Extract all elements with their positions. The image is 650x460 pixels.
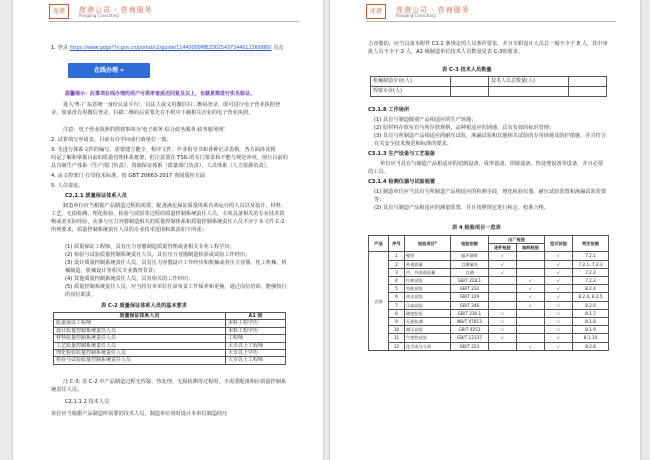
table-cell: 8.2.4, 8.2.5	[573, 293, 609, 301]
table-header-row	[369, 236, 609, 244]
table-cell	[451, 77, 489, 87]
table-cell	[489, 285, 517, 293]
table-cell: 7.2.1	[573, 252, 609, 260]
table-cell: 大专以上学历	[226, 350, 286, 357]
table-row	[371, 87, 607, 97]
table-cell: √	[489, 334, 517, 342]
workplace-item-3: (3) 具有与所制造产品相适应的耐压试验，渗漏试验和其他相关试验的专用场地及防护措施，并且符合有关安全技术规范和标准的要求。	[374, 133, 607, 147]
table-cell: 气密性试验	[405, 334, 451, 342]
table-cell: 内、外表面质量	[405, 268, 451, 276]
table-cell	[489, 293, 517, 301]
table-row	[369, 293, 609, 301]
table-cell: 本科工程学历	[226, 327, 286, 334]
table-header-cell: 检验依据	[451, 236, 489, 252]
login-line	[51, 44, 284, 53]
instruments-item-2: (2) 具有与制造产品相适应的测量装置，并且按照规定进行检定、校准合格。	[374, 205, 549, 211]
table-cell	[489, 277, 517, 285]
table-cell: GB/T 230.1	[451, 309, 489, 317]
header-rule	[49, 21, 299, 22]
notice-text: 温馨提示：此事项在线办理的用户可供审查延迟回复及以上，也就是需进行实名验证。	[65, 91, 256, 97]
table-cell	[517, 309, 545, 317]
table-cell: GB/T 9251	[451, 326, 489, 334]
table-row	[369, 334, 609, 342]
table-cell: 压扁试验	[405, 301, 451, 309]
table-cell: 5	[389, 285, 405, 293]
right-page	[330, 0, 640, 460]
logo: 庞港	[366, 4, 386, 19]
table-header-cell: 产品	[369, 236, 389, 252]
step-4-text: 4. 由文控部门 打印技术标准，按 GBT 20663-2017 查阅质控方面	[51, 173, 206, 179]
table-row	[54, 350, 286, 357]
table-cell: √	[545, 293, 573, 301]
table-cell: 2	[389, 260, 405, 268]
table-cell: √	[517, 277, 545, 285]
table-cell: 拉伸试验	[405, 277, 451, 285]
table-cell: 10	[389, 326, 405, 334]
table-cell: 8.1.9	[573, 326, 609, 334]
step-3-cont-1: 的是了解和掌握目前的质量管理体系框架，但注意要在 TSG 的专门要求和不能与规范冲突，现行目前的	[51, 155, 288, 161]
table-cell: 工艺质量控制系统责任人员	[54, 342, 226, 349]
table-cell: √	[545, 318, 573, 326]
section-equipment-title: C3.1.3 生产设备与工艺装备	[368, 151, 436, 157]
brand-name-en: Pangang Consulting	[396, 13, 436, 18]
table-cell: √	[545, 309, 573, 317]
table-cell: 8	[389, 309, 405, 317]
table-cell: √	[545, 342, 573, 350]
step-3-text: 3. 先进行体系文件的编写，需要建立健全、程序文件、作业指导书和各种记录表格，各方面涉及到	[51, 147, 276, 153]
table-cell: 8.2.8	[573, 342, 609, 350]
table-header-cell: 检验项目*	[405, 236, 451, 252]
table-header-cell: 型式试验	[545, 236, 573, 252]
table-row	[369, 342, 609, 350]
table-cell: √	[545, 260, 573, 268]
workplace-item-2: (2) 原材料存放室有与所存放规格、品种相适应的场地，具有有效的标识管理；	[374, 125, 555, 131]
section-workplace-title: C3.1.8 工作场所	[368, 107, 410, 113]
table-cell: √	[545, 326, 573, 334]
technical-staff-table	[370, 76, 607, 97]
table-header-row	[54, 313, 286, 320]
table-cell: 目测	[451, 268, 489, 276]
table-header-cell: 抽样检验	[517, 244, 545, 252]
table-cell: √	[489, 268, 517, 276]
requirement-item-3: (3) 设计质量控制系统责任人员，具有压力容器设计工作经历和机械或者压力容器、化工机械、机械制造、机械设计等相关专业教育背景；	[65, 260, 287, 274]
personnel-table	[53, 312, 286, 365]
table-cell	[489, 301, 517, 309]
product-cell: 壳体	[369, 252, 389, 350]
table-header-cell: 逐件检验	[489, 244, 517, 252]
table-cell: 焊接专业(人)	[371, 87, 451, 97]
table-cell: 8.2.6	[573, 301, 609, 309]
table-cell	[489, 87, 569, 97]
table-cell: 工程师	[226, 335, 286, 342]
table-cell: 11	[389, 334, 405, 342]
requirement-item-5: (5) 质量控制系统责任人员，应当持有本单位任命负责工作保养和更换，通过岗位培训，能够按行的岗位职责。	[65, 284, 287, 298]
table-note: 注 C-3: 表 C-2 中产品制造过程无焊接、热处理、无损检测等过程时，不需要配备相应质量控制系统责任人员。	[51, 379, 287, 393]
table-cell: 6	[389, 293, 405, 301]
login-suffix: 点击	[273, 45, 284, 51]
requirement-item-4: (4) 其他质量控制系统责任人员，具有相关的工作经历；	[65, 276, 194, 282]
continued-paragraph: 力容器的，应当具备本附件 C1.2 条规定的人员条件要求，并且专职设计人员总一般不少于 8 人，其中审批人员不少于 2 人，A1 级制造单位技术人员数量见表 C-3的要求。	[368, 41, 608, 55]
left-page	[13, 0, 323, 460]
table-cell: NB/T 47013	[451, 318, 489, 326]
table-cell: 无损检测	[405, 318, 451, 326]
table-cell: GB/T 12137	[451, 334, 489, 342]
table-cell: √	[545, 285, 573, 293]
table-cell: 机械制造专业(人)	[371, 77, 451, 87]
table-cell: 本科工程学历	[226, 320, 286, 327]
table-cell: √	[545, 268, 573, 276]
step-3-cont-2: 具有制生产体系（生产部门负责），资源保证体系（质量部门负责）、人员体系（人力资源负责）。	[51, 163, 272, 169]
table-cell: 9	[389, 318, 405, 326]
step-1-text: 进入'粤·广东省统一身份认证平台'，以法人或义用微信扫二维码登录，即可进行电子营业执照登录，如果没有用微信登录，扫描二维码后需要先在手机中下载相关企业的电子营业执照。	[51, 102, 281, 116]
table-cell	[451, 87, 489, 97]
table-cell: 大专以上工程师	[226, 342, 286, 349]
page-header	[366, 4, 616, 20]
table-row	[371, 77, 607, 87]
table-cell	[517, 260, 545, 268]
section-paragraph: 制造单位应当根据产品制造过程的需要，配备满足保证质量体系有效运行的人员以及设计、材料、工艺、无损检测、理化检验、检验与试验等过程的质量控制系统责任人员，专项具备相关的专业技术资格或者实际经验，从事与压力容器制造相关的质量控制体系和质量控制系统责任人员不应于本文件 C-2 所列要求，质量控制系统责任人员的专业技术范围和职责如下所述：	[51, 203, 287, 233]
table-cell	[489, 342, 517, 350]
table-cell: 目测量具	[451, 260, 489, 268]
table-cell	[517, 318, 545, 326]
table-cell: 检验与试验质量控制系统责任人员	[54, 357, 226, 364]
table-header-cell: 出厂检验	[489, 236, 545, 244]
table-cell: √	[545, 252, 573, 260]
header-rule	[366, 21, 616, 22]
step-5-text: 5. 人员要求。	[51, 183, 84, 189]
table-cell: 弯曲试验	[405, 285, 451, 293]
table-cell: √	[489, 260, 517, 268]
table-cell: 3	[389, 268, 405, 276]
brand-name-en: Pangang Consulting	[79, 13, 119, 18]
table-cell: 设计质量控制系统责任人员	[54, 327, 226, 334]
table-cell: √	[517, 342, 545, 350]
inspection-table	[368, 235, 609, 351]
table-cell: 技术人员总数量(人)	[489, 77, 569, 87]
table-cell: 大专以上工程师	[226, 357, 286, 364]
brand-name: 庞港公司 · 咨询服务	[396, 6, 470, 14]
table-cell: √	[545, 334, 573, 342]
table-row	[369, 260, 609, 268]
table-cell: √	[489, 326, 517, 334]
table-cell: √	[489, 309, 517, 317]
table-cell: 外观质量	[405, 260, 451, 268]
table-cell: GB/T 246	[451, 301, 489, 309]
table-row	[54, 335, 286, 342]
table-row	[54, 327, 286, 334]
table-cell: √	[545, 301, 573, 309]
login-link[interactable]: https://www.gdgs??x.gov.cn/portal/v2/guide/11440000MB2D025437244012360960/	[69, 46, 272, 51]
table-cell	[517, 252, 545, 260]
login-prefix: 1. 登录	[51, 45, 68, 51]
table-cell: 8.2.4	[573, 285, 609, 293]
table-cell	[569, 87, 607, 97]
table-cell: 材料质量控制系统责任人员	[54, 335, 226, 342]
table-cell: 壁厚	[405, 252, 451, 260]
table-header-cell: 质量保证体系人员	[54, 313, 226, 320]
table-cell: 7.2.3	[573, 277, 609, 285]
table-cell: √	[517, 293, 545, 301]
table-cell	[517, 334, 545, 342]
table-cell	[517, 268, 545, 276]
requirement-item-1: (1) 质量保证工程师，具有压力容器制造质量管理或者相关专业工程学历；	[65, 244, 235, 250]
table-cell: 冲击试验	[405, 293, 451, 301]
table-cell: 8.1.8	[573, 318, 609, 326]
step-2-text: 2. 试着填写申请表，目前有办学问或行政单位一致。	[51, 137, 172, 143]
table-row	[54, 320, 286, 327]
table-header-cell: A1 级	[226, 313, 286, 320]
table-c3-caption: 表 C-3 技术人员数量	[442, 67, 492, 73]
table-cell: 理化检验质量控制系统责任人员	[54, 350, 226, 357]
brand-name: 庞港公司 · 咨询服务	[79, 6, 153, 14]
table-row	[369, 326, 609, 334]
table-cell: GB/T 232	[451, 285, 489, 293]
table-cell: 7.2.2	[573, 268, 609, 276]
instruments-item-1: (1) 制造单位应当具有与所制造产品相适应的检测手段，理化检验仪器，耐压试验装置和渗漏试验装置等；	[374, 189, 607, 203]
step-note: 注意：电子营业执照的授权事项为'电子政务·综合政务服务·政务服务网'	[63, 127, 225, 133]
table-row	[369, 268, 609, 276]
table-header-cell: 判定依据	[573, 236, 609, 252]
table-cell: √	[489, 318, 517, 326]
table-row	[369, 252, 609, 260]
table-cell: 质量保证工程师	[54, 320, 226, 327]
table-cell: 硬度检验	[405, 309, 451, 317]
table-row	[369, 318, 609, 326]
table-cell: GB/T 228.1	[451, 277, 489, 285]
table-cell: 1	[389, 252, 405, 260]
requirement-item-2: (2) 检验与试验质量控制系统责任人员，具有压力容器制造检验或试验工作经历；	[65, 252, 251, 258]
section-instruments-title: C3.1.4 检测仪器与试验装置	[368, 179, 436, 185]
section-title-c2-1-1: C2.1.1 质量保证体系人员	[65, 193, 127, 199]
logo: 庞港	[49, 4, 69, 19]
equipment-text: 单位应当具有与制造产品相适应的切割设备、成形设备、焊接设备、热处理设备等设备，并且必要的工具。	[368, 161, 604, 175]
table-c2-caption: 表 C-2 质量保证体系人员的基本要求	[101, 303, 187, 309]
technical-paragraph: 单位应当根据产品制造所需要的技术人员，制造单位同时设计本单位制造的压	[51, 411, 228, 417]
workplace-item-1: (1) 具有与制造级别产品相适应的生产场地；	[374, 117, 477, 123]
table-cell: 7	[389, 301, 405, 309]
table-4-caption: 表 4 检验项目一览表	[452, 225, 501, 231]
table-cell: √	[517, 285, 545, 293]
table-row	[54, 357, 286, 364]
table-row	[369, 309, 609, 317]
table-cell: GB/T 229	[451, 293, 489, 301]
table-cell: 超声测厚	[451, 252, 489, 260]
table-cell	[569, 77, 607, 87]
page-header	[49, 4, 299, 20]
online-apply-button[interactable]: 在线办理 »	[68, 63, 150, 78]
section-title-c2-1-1-2: C2.1.1.2 技术人员	[65, 399, 110, 405]
table-cell	[517, 326, 545, 334]
table-row	[369, 277, 609, 285]
table-cell: 化学成分分析	[405, 342, 451, 350]
table-cell: 12	[389, 342, 405, 350]
table-cell: GB/T 223	[451, 342, 489, 350]
table-cell: √	[489, 252, 517, 260]
table-row	[369, 301, 609, 309]
table-cell: 4	[389, 277, 405, 285]
table-cell: √	[517, 301, 545, 309]
table-header-cell: 序号	[389, 236, 405, 252]
table-cell: 耐压试验	[405, 326, 451, 334]
table-cell: 8.1.10	[573, 334, 609, 342]
table-cell: √	[545, 277, 573, 285]
table-cell: 7.2.1, 7.3.3	[573, 260, 609, 268]
table-row	[369, 285, 609, 293]
table-row	[54, 342, 286, 349]
table-cell: 8.1.7	[573, 309, 609, 317]
